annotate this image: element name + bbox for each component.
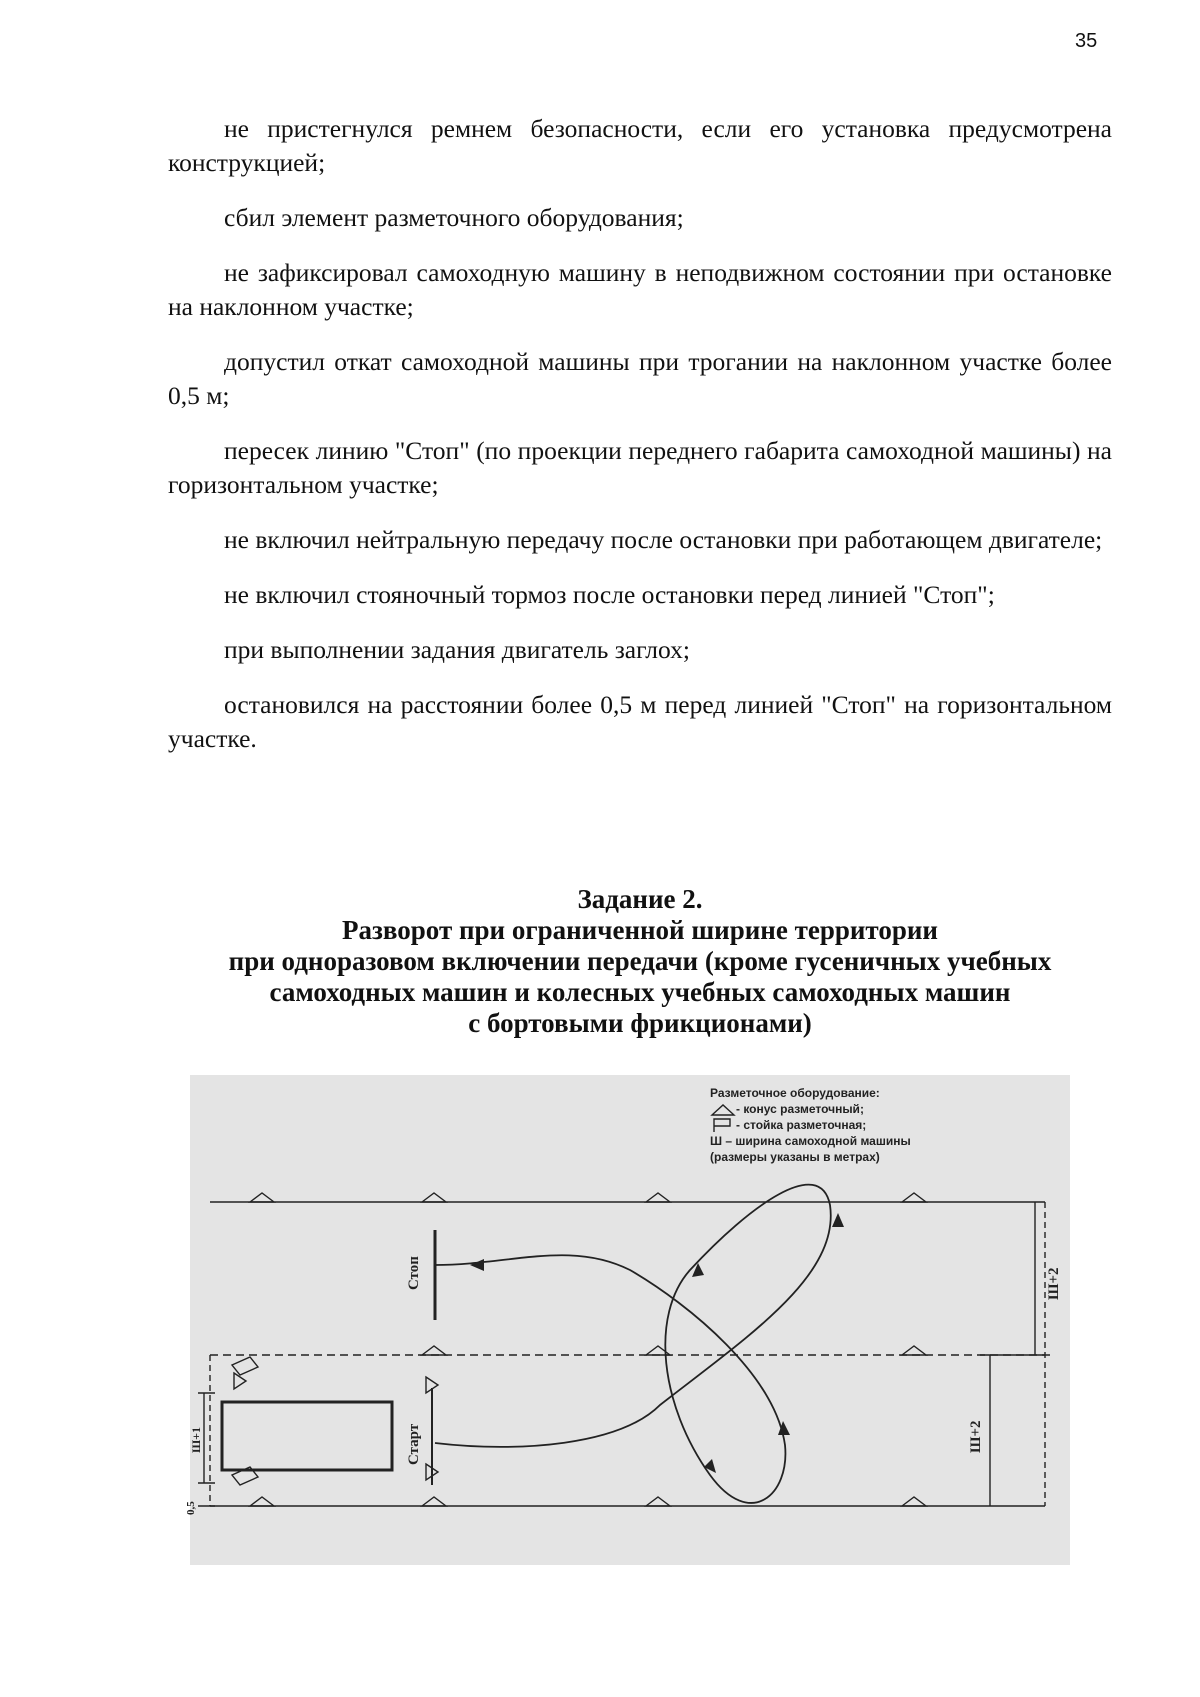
cone-icon bbox=[422, 1497, 446, 1506]
cone-icon bbox=[422, 1346, 446, 1355]
paragraph: не включил нейтральную передачу после остановки при работающем двигателе; bbox=[224, 525, 1103, 554]
paragraph: не включил стояночный тормоз после остановки перед линией "Стоп"; bbox=[224, 580, 995, 609]
task-title: Задание 2. bbox=[577, 884, 703, 914]
task-subtitle-line: самоходных машин и колесных учебных самоходных машин bbox=[269, 977, 1011, 1007]
paragraph: при выполнении задания двигатель заглох; bbox=[224, 635, 690, 664]
arrowhead-icon bbox=[470, 1259, 484, 1271]
paragraph: не пристегнулся ремнем безопасности, если его установка предусмотрена конструкцией; bbox=[168, 114, 1112, 177]
cone-icon bbox=[902, 1193, 926, 1202]
paragraph: допустил откат самоходной машины при трогании на наклонном участке более 0,5 м; bbox=[168, 347, 1112, 410]
cone-icon bbox=[902, 1497, 926, 1506]
task-subtitle-line: Разворот при ограниченной ширине территории bbox=[342, 915, 938, 945]
maneuver-path bbox=[435, 1185, 831, 1503]
paragraph: сбил элемент разметочного оборудования; bbox=[224, 203, 684, 232]
legend-width-note: Ш – ширина самоходной машины bbox=[710, 1134, 911, 1148]
page-number: 35 bbox=[1075, 30, 1098, 52]
gap-label: 0,5 bbox=[185, 1501, 197, 1515]
cone-icon bbox=[902, 1346, 926, 1355]
vehicle-outline bbox=[222, 1402, 392, 1470]
diagram-legend bbox=[710, 1085, 911, 1165]
stop-label: Стоп bbox=[406, 1256, 422, 1290]
start-label: Старт bbox=[406, 1423, 422, 1465]
legend-title: Разметочное оборудование: bbox=[710, 1086, 880, 1100]
cone-icon bbox=[250, 1193, 274, 1202]
task-subtitle-line: с бортовыми фрикционами) bbox=[468, 1008, 812, 1038]
cone-icon bbox=[250, 1497, 274, 1506]
cone-icon bbox=[646, 1497, 670, 1506]
arrowhead-icon bbox=[704, 1459, 716, 1473]
diagram-drawing bbox=[185, 1075, 1070, 1565]
cone-icon bbox=[422, 1193, 446, 1202]
legend-post-row bbox=[710, 1117, 911, 1133]
lower-width-label: Ш+2 bbox=[968, 1420, 984, 1453]
cone-icon bbox=[646, 1193, 670, 1202]
task-heading bbox=[168, 884, 1112, 1039]
maneuver-diagram bbox=[185, 1075, 1070, 1565]
post-icon bbox=[232, 1357, 258, 1375]
body-text bbox=[168, 112, 1112, 777]
cone-icon bbox=[710, 1102, 736, 1116]
legend-units-note: (размеры указаны в метрах) bbox=[710, 1150, 880, 1164]
legend-cone-row bbox=[710, 1101, 911, 1117]
arrowhead-icon bbox=[832, 1213, 844, 1227]
upper-width-label: Ш+2 bbox=[1046, 1267, 1062, 1300]
vehicle-width-label: Ш+1 bbox=[189, 1426, 203, 1453]
post-icon bbox=[710, 1118, 736, 1132]
paragraph: не зафиксировал самоходную машину в неподвижном состоянии при остановке на наклонном участке; bbox=[168, 258, 1112, 321]
legend-post-text: - стойка разметочная; bbox=[736, 1118, 867, 1132]
task-subtitle-line: при одноразовом включении передачи (кроме гусеничных учебных bbox=[228, 946, 1052, 976]
paragraph: остановился на расстоянии более 0,5 м перед линией "Стоп" на горизонтальном участке. bbox=[168, 690, 1112, 753]
legend-cone-text: - конус разметочный; bbox=[736, 1102, 864, 1116]
paragraph: пересек линию "Стоп" (по проекции переднего габарита самоходной машины) на горизонтальном участке; bbox=[168, 436, 1112, 499]
